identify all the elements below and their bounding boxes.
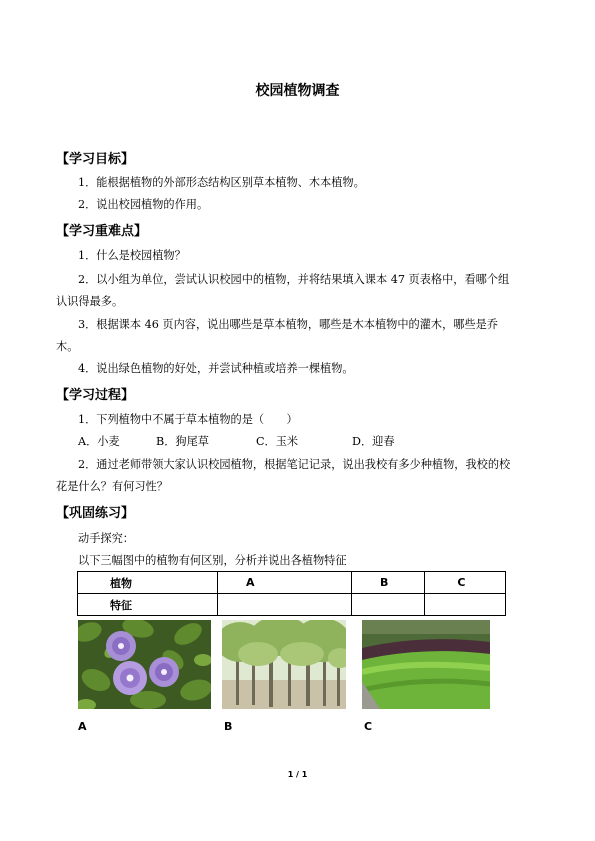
keypoint-item-2-cont: 认识得最多。 <box>56 295 124 308</box>
photo-a-morning-glory <box>78 620 211 709</box>
table-cell-a <box>218 594 352 616</box>
question-2-cont: 花是什么？有何习性？ <box>56 480 168 493</box>
photo-caption-a: A <box>78 720 87 733</box>
option-a: A．小麦 <box>78 435 120 448</box>
table-cell-b <box>352 594 425 616</box>
table-cell-c <box>425 594 506 616</box>
heading-learning-goals: 【学习目标】 <box>56 152 135 167</box>
photo-caption-c: C <box>364 720 373 733</box>
photo-c-hedge <box>362 620 490 709</box>
photo-b-trees <box>222 620 346 709</box>
goal-item-1: 1．能根据植物的外部形态结构区别草本植物、木本植物。 <box>78 176 365 189</box>
practice-line-2: 以下三幅图中的植物有何区别，分析并说出各植物特征 <box>78 554 347 567</box>
heading-key-points: 【学习重难点】 <box>56 224 148 239</box>
page-number: 1 / 1 <box>287 770 308 779</box>
table-row <box>78 572 506 594</box>
plant-feature-table <box>77 571 506 616</box>
practice-line-1: 动手探究： <box>78 532 134 545</box>
table-header-plant: 植物 <box>78 572 218 594</box>
option-d: D．迎春 <box>352 435 395 448</box>
keypoint-item-2: 2．以小组为单位，尝试认识校园中的植物，并将结果填入课本 47 页表格中，看哪个组 <box>78 273 510 286</box>
option-c: C．玉米 <box>256 435 299 448</box>
keypoint-item-3-cont: 木。 <box>56 340 79 353</box>
keypoint-item-1: 1．什么是校园植物？ <box>78 249 186 262</box>
table-header-a: A <box>218 572 352 594</box>
photo-caption-b: B <box>224 720 233 733</box>
option-b: B．狗尾草 <box>156 435 209 448</box>
question-1-options <box>78 433 478 447</box>
table-row-label-feature: 特征 <box>78 594 218 616</box>
page-title: 校园植物调查 <box>255 83 340 99</box>
heading-practice: 【巩固练习】 <box>56 506 135 521</box>
question-1: 1．下列植物中不属于草本植物的是（ ） <box>78 413 298 426</box>
keypoint-item-4: 4．说出绿色植物的好处，并尝试种植或培养一棵植物。 <box>78 362 354 375</box>
table-header-c: C <box>425 572 506 594</box>
question-2: 2．通过老师带领大家认识校园植物，根据笔记记录，说出我校有多少种植物，我校的校 <box>78 458 511 471</box>
table-header-b: B <box>352 572 425 594</box>
heading-learning-process: 【学习过程】 <box>56 388 135 403</box>
table-row <box>78 594 506 616</box>
keypoint-item-3: 3．根据课本 46 页内容，说出哪些是草本植物，哪些是木本植物中的灌木，哪些是乔 <box>78 318 499 331</box>
goal-item-2: 2．说出校园植物的作用。 <box>78 198 209 211</box>
